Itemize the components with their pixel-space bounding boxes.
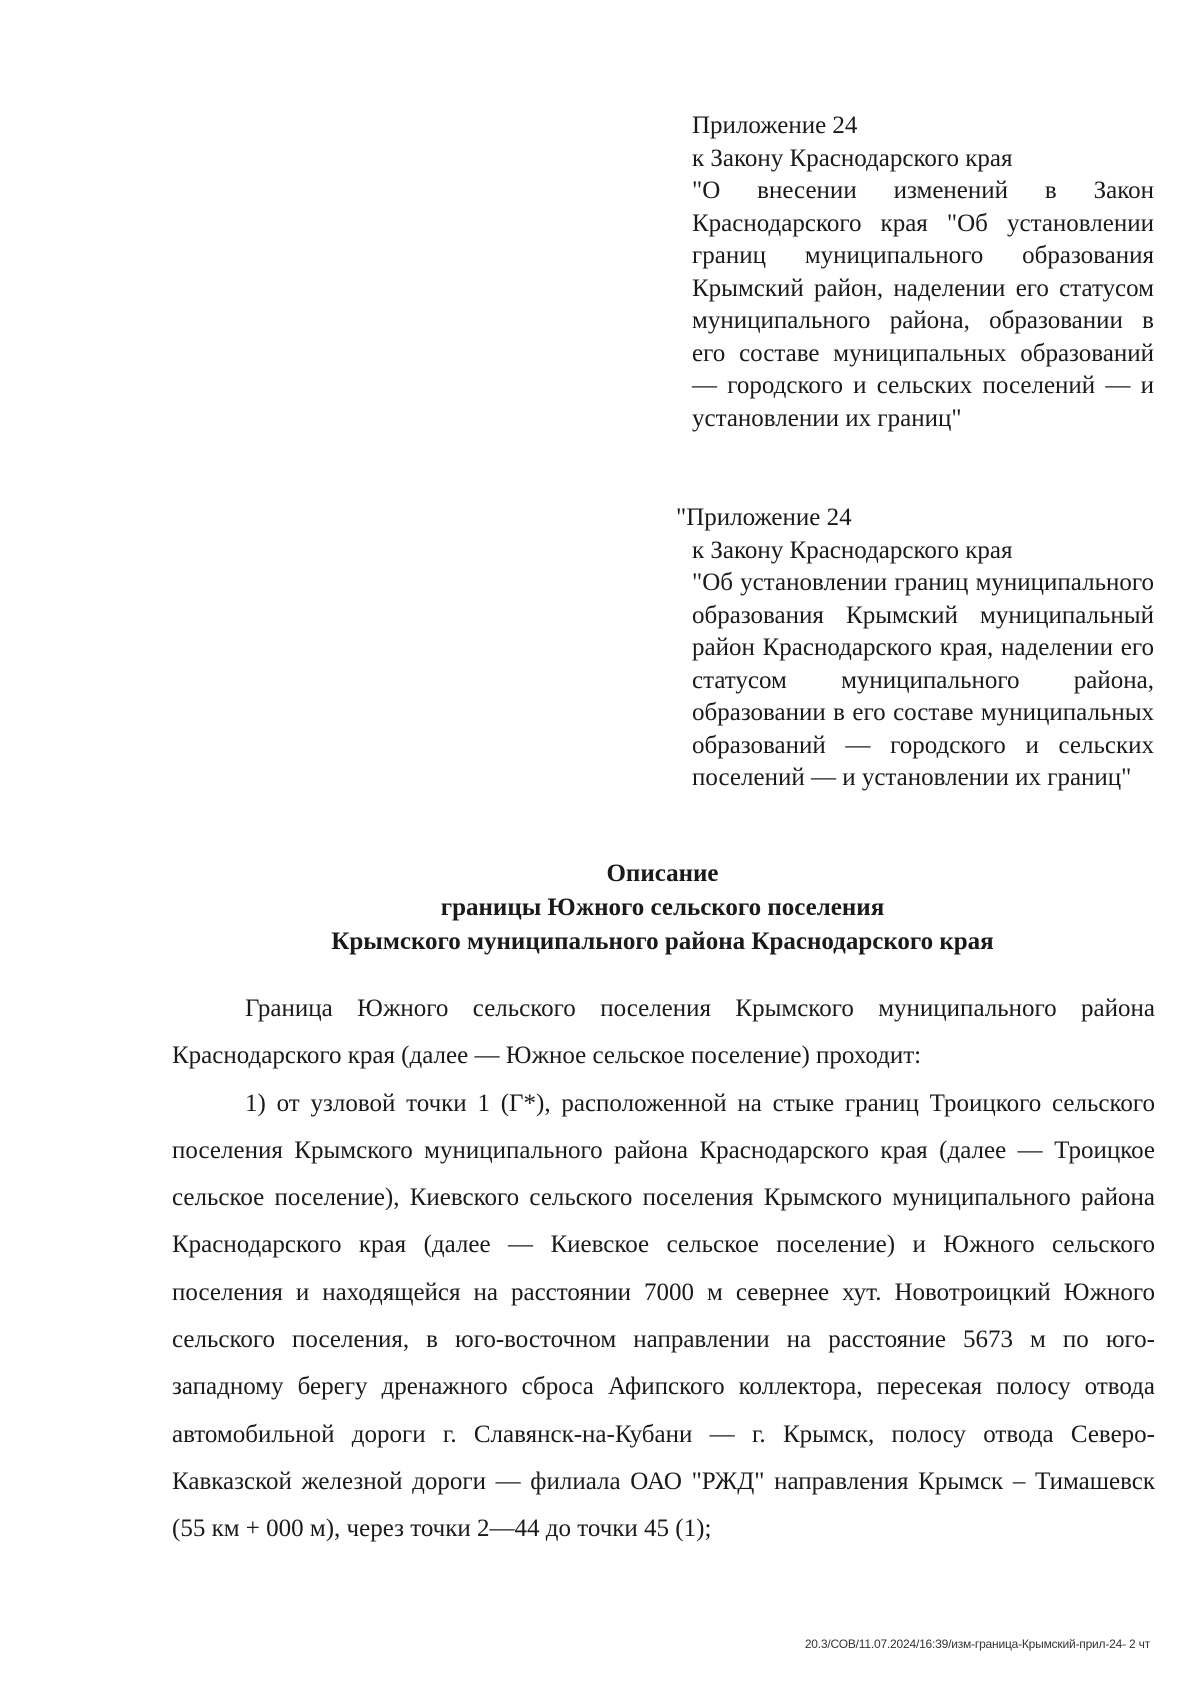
title-line-3: Крымского муниципального района Краснодарского края (331, 928, 994, 955)
title-line-2: границы Южного сельского поселения (440, 894, 885, 921)
document-body (172, 985, 1155, 1553)
appendix-amendment-block (692, 110, 1154, 435)
footer-stamp: 20.3/СОВ/11.07.2024/16:39/изм-граница-Крымский-прил-24- 2 чт (804, 1637, 1150, 1651)
appendix-heading: Приложение 24 (692, 112, 858, 139)
appendix-original-heading: "Приложение 24 (676, 504, 852, 531)
document-title (170, 857, 1155, 959)
appendix-law-title: "О внесении изменений в Закон Краснодарского края "Об установлении границ муниципального образования Крымский район, наделении его статусом муниципального района, образовании в его составе муниципальных образований — городского и сельских поселений — и установлении их границ" (692, 177, 1154, 432)
body-paragraph-intro: Граница Южного сельского поселения Крымского муниципального района Краснодарского края (далее — Южное сельское поселение) проходит: (172, 995, 1155, 1070)
appendix-original-block (676, 502, 1154, 795)
appendix-to-law: к Закону Краснодарского края (692, 144, 1013, 172)
body-paragraph-point-1: 1) от узловой точки 1 (Г*), расположенной на стыке границ Троицкого сельского поселения Крымского муниципального района Краснодарского края (далее — Троицкое сельское поселение), Киевского сельского поселения Крымского муниципального района Краснодарского края (далее — Киевское сельское поселение) и Южного сельского поселения и находящейся на расстоянии 7000 м севернее хут. Новотроицкий Южного сельского поселения, в юго-восточном направлении на расстояние 5673 м по юго-западному берегу дренажного сброса Афипского коллектора, пересекая полосу отвода автомобильной дороги г. Славянск-на-Кубани — г. Крымск, полосу отвода Северо-Кавказской железной дороги — филиала ОАО "РЖД" направления Крымск – Тимашевск (55 км + 000 м), через точки 2—44 до точки 45 (1); (172, 1089, 1155, 1543)
appendix-original-law-title: "Об установлении границ муниципального образования Крымский муниципальный район Краснодарского края, наделении его статусом муниципального района, образовании в его составе муниципальных образований — городского и сельских поселений — и установлении их границ" (692, 569, 1154, 791)
appendix-original-to-law: к Закону Краснодарского края (692, 536, 1013, 564)
title-line-1: Описание (606, 860, 719, 887)
